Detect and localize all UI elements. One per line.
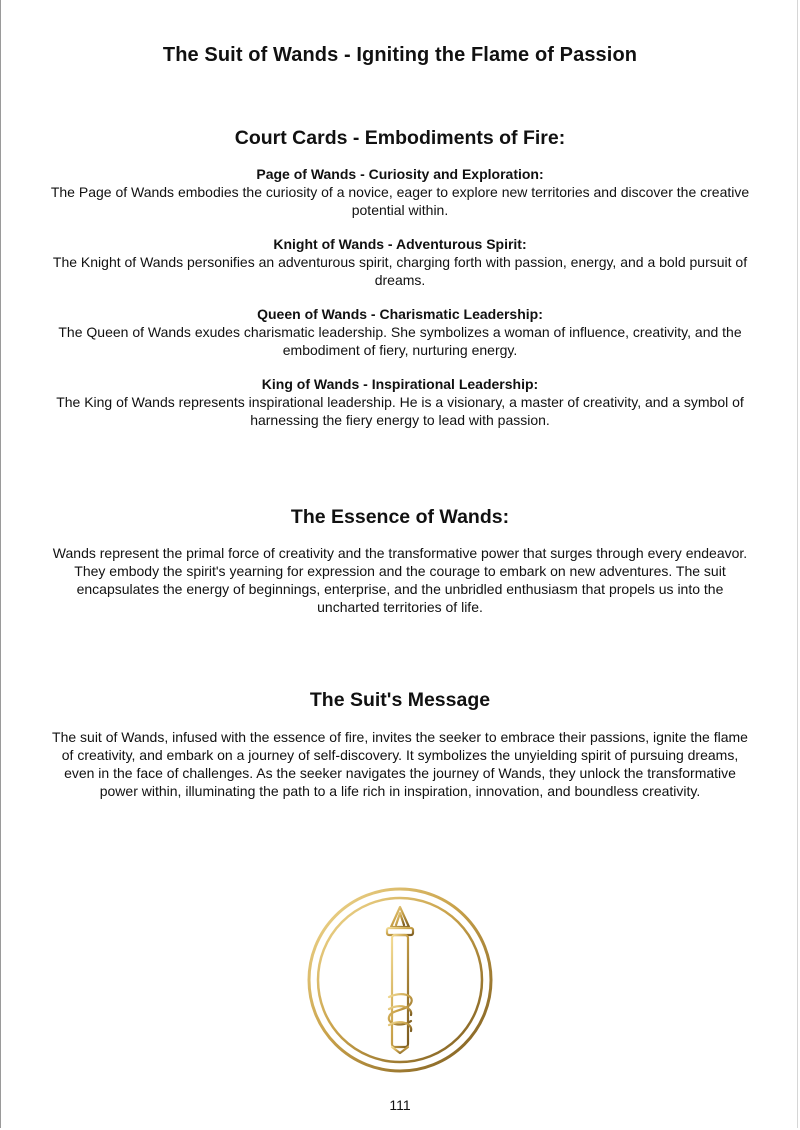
wand-figure: [387, 907, 413, 1053]
card-description: The Knight of Wands personifies an adventurous spirit, charging forth with passion, energy, and a bold pursuit of dreams.: [52, 254, 748, 288]
message-paragraph: The suit of Wands, infused with the essence of fire, invites the seeker to embrace their passions, ignite the flame of creativity, and embark on a journey of self-discovery. It symbolizes the unyielding spirit of pursuing dreams, even in the face of challenges. As the seeker navigates the journey of Wands, they unlock the transformative power within, illuminating the path to a life rich in inspiration, innovation, and boundless creativity.: [52, 729, 748, 799]
card-description: The King of Wands represents inspirational leadership. He is a visionary, a master of creativity, and a symbol of harnessing the fiery energy to lead with passion.: [56, 394, 744, 428]
card-title: Queen of Wands - Charismatic Leadership:: [257, 306, 543, 322]
page-number: 111: [389, 1097, 411, 1113]
essence-paragraph: Wands represent the primal force of creativity and the transformative power that surges through every endeavor. They embody the spirit's yearning for expression and the courage to embark on new adventures. The suit encapsulates the energy of beginnings, enterprise, and the unbridled enthusiasm that propels us into the uncharted territories of life.: [52, 545, 748, 615]
card-title: Page of Wands - Curiosity and Exploration:: [256, 166, 544, 182]
court-card-page: [48, 165, 752, 219]
court-card-list: [48, 165, 752, 445]
wand-emblem-icon: [305, 885, 495, 1075]
court-card-knight: [48, 235, 752, 289]
page-title: The Suit of Wands - Igniting the Flame of Passion: [162, 44, 638, 66]
court-cards-heading: Court Cards - Embodiments of Fire:: [234, 127, 566, 149]
card-title: Knight of Wands - Adventurous Spirit:: [273, 236, 527, 252]
essence-heading: The Essence of Wands:: [290, 506, 510, 528]
card-title: King of Wands - Inspirational Leadership:: [261, 376, 539, 392]
message-heading: The Suit's Message: [309, 689, 491, 711]
card-description: The Page of Wands embodies the curiosity of a novice, eager to explore new territories and discover the creative potential within.: [50, 184, 750, 218]
court-card-queen: [48, 305, 752, 359]
court-card-king: [48, 375, 752, 429]
card-description: The Queen of Wands exudes charismatic leadership. She symbolizes a woman of influence, creativity, and the embodiment of fiery, nurturing energy.: [58, 324, 742, 358]
